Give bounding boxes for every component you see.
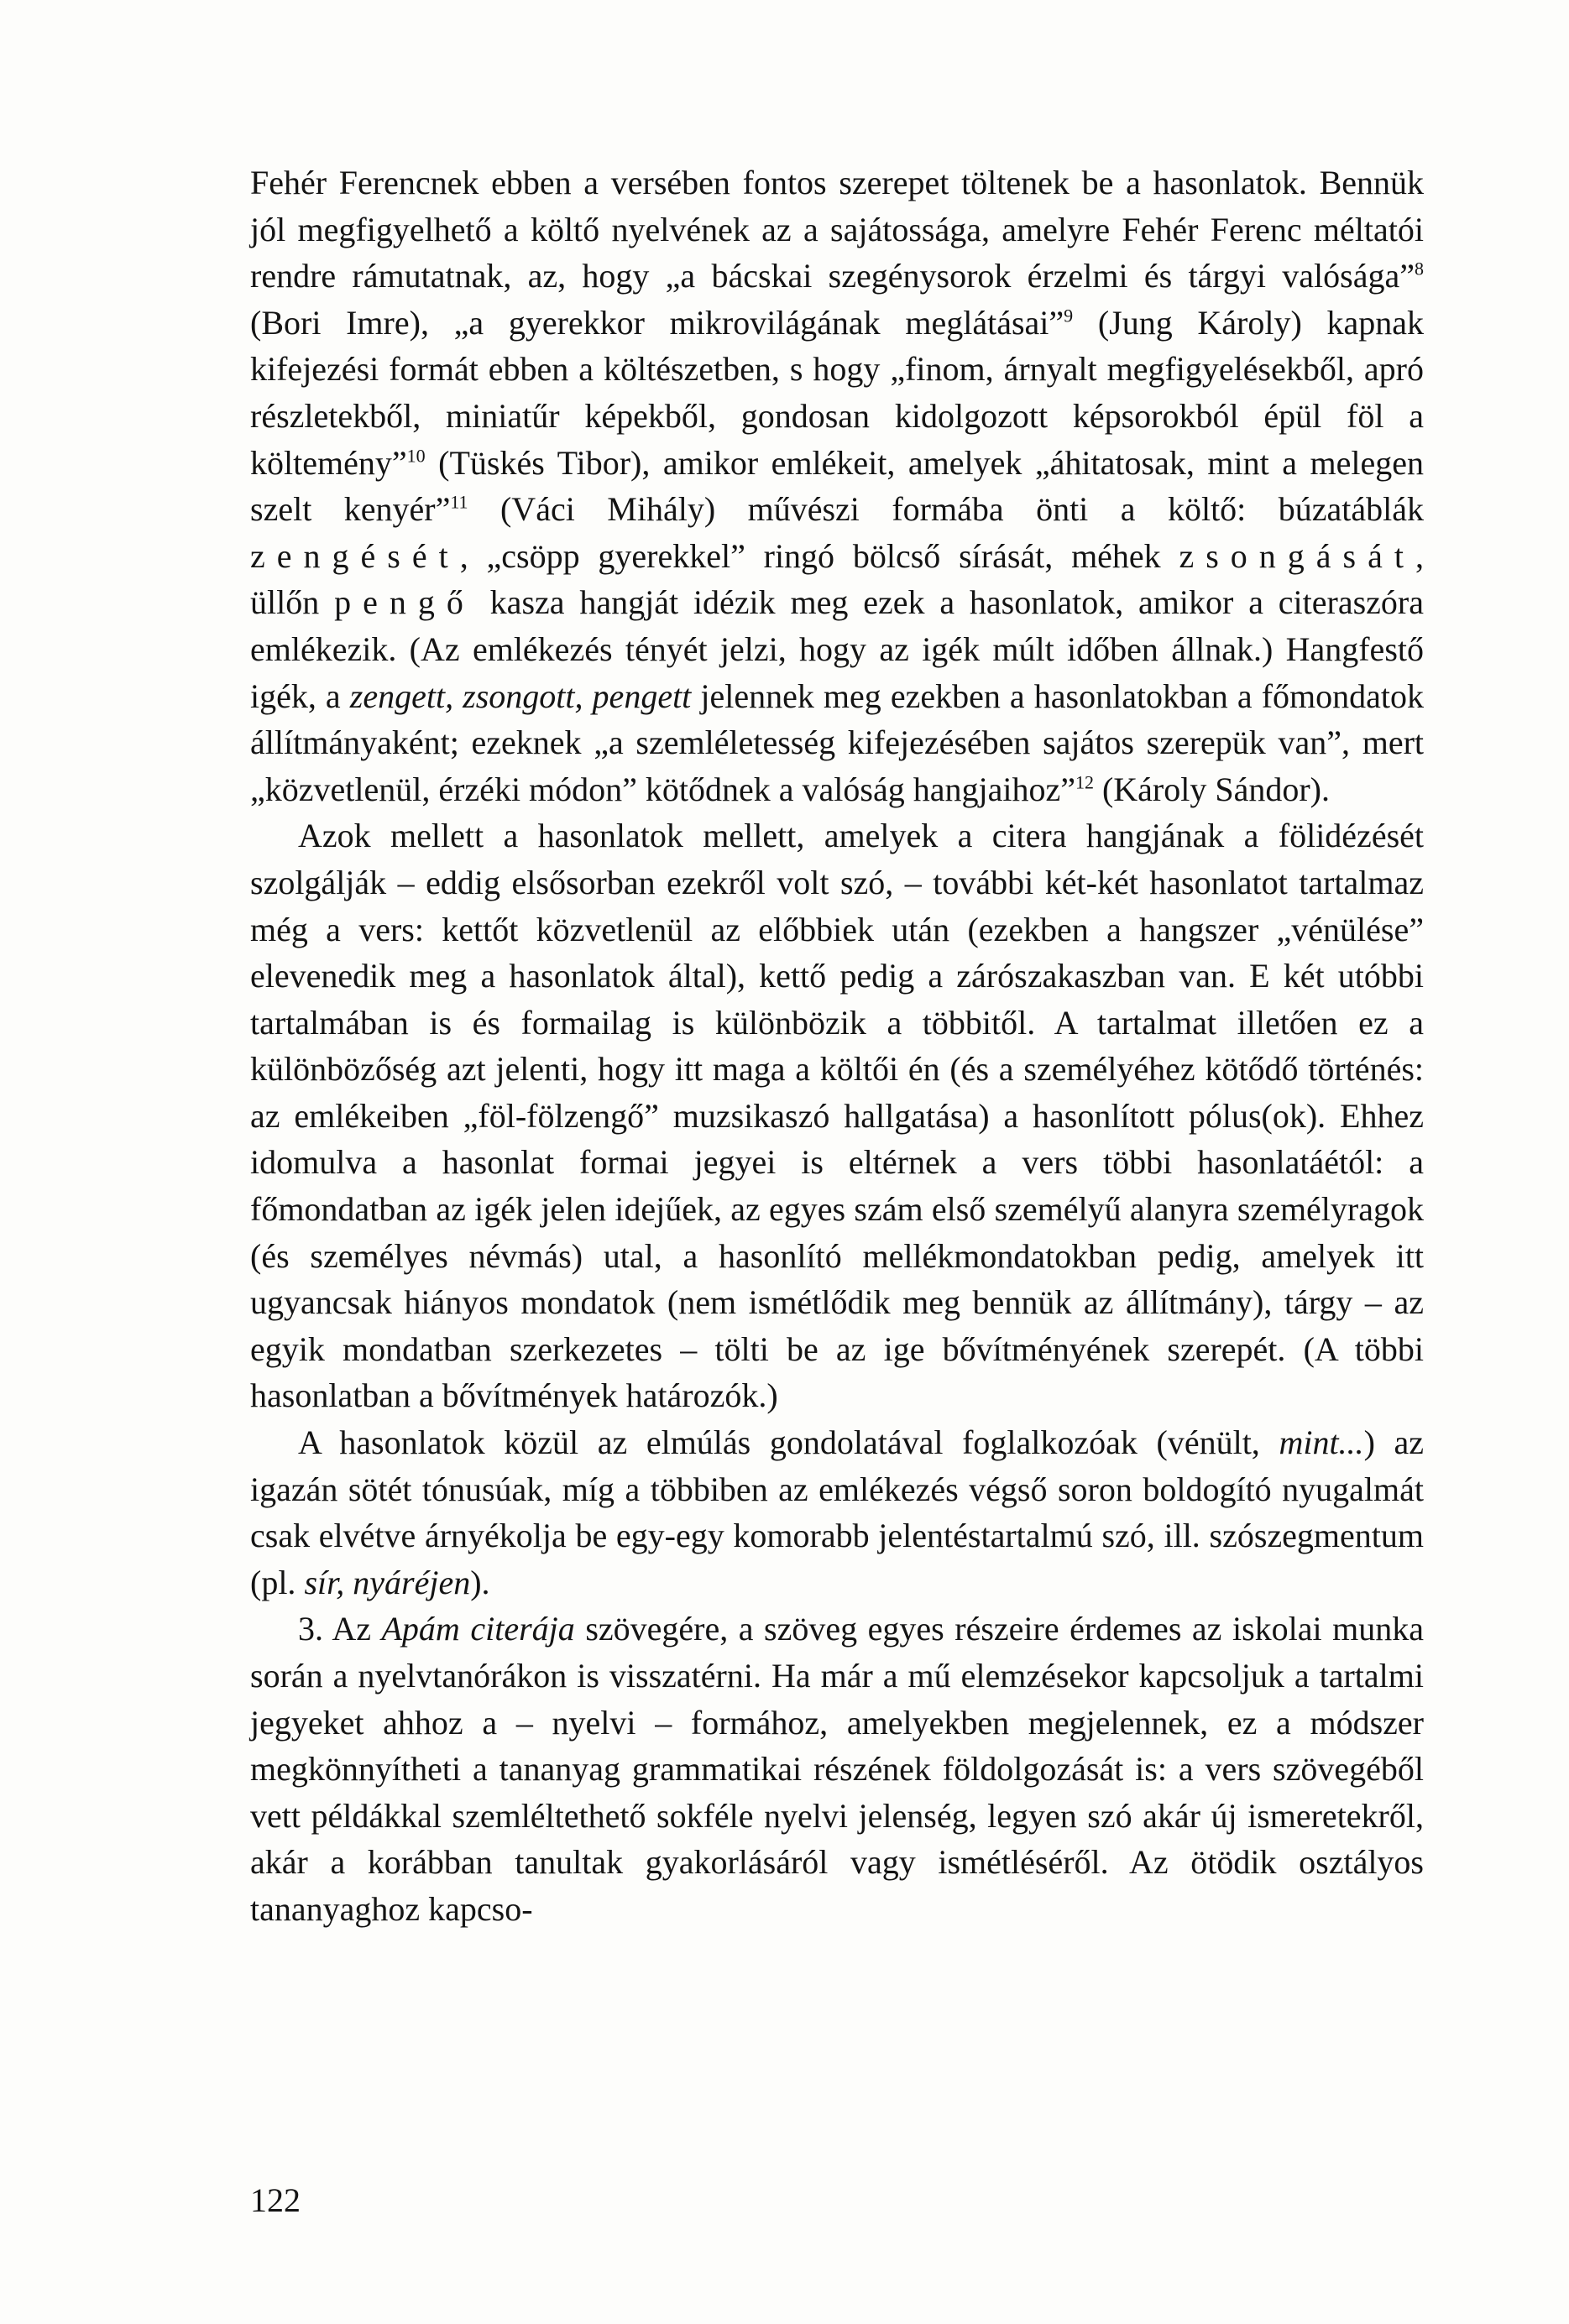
paragraph-4 (250, 1606, 1424, 1932)
footnote-ref: 10 (406, 445, 426, 467)
text-run: szövegére, a szöveg egyes részeire érdemes az iskolai munka során a nyelvtanórákon is visszatérni. Ha már a mű elemzésekor kapcsoljuk a tartalmi jegyeket ahhoz a – nyelvi – formához, amelyekben megjelennek, ez a módszer megkönnyítheti a tananyag grammatikai részének földolgozását is: a vers szövegéből vett példákkal szemléltethető sokféle nyelvi jelenség, legyen szó akár új ismeretekről, akár a korábban tanultak gyakorlásáról vagy ismétléséről. Az ötödik osztályos tananyaghoz kapcso- (250, 1610, 1425, 1928)
text-run: (Bori Imre), „a gyerekkor mikrovilágának meglátásai” (250, 303, 1064, 342)
spaced-text: pengő (334, 583, 475, 622)
text-run: ). (470, 1563, 490, 1601)
text-run: jelennek meg ezekben a hasonlatokban a főmondatok állítmányaként; ezeknek „a szemléletesség kifejezésében sajátos szerepük van”, mert „közvetlenül, érzéki módon” kötődnek a valóság hangjaihoz” (250, 676, 1424, 808)
footnote-ref: 11 (450, 491, 468, 513)
text-run: (Tüskés Tibor), amikor emlékeit, amelyek „áhitatosak, mint a melegen szelt kenyér” (250, 443, 1424, 529)
italic-text: Apám citerája (381, 1610, 575, 1648)
text-run: (Váci Mihály) művészi formába önti a költő: búzatáblák (468, 490, 1424, 529)
italic-text: zengett, zsongott, pengett (349, 676, 692, 715)
italic-text: mint... (1279, 1423, 1364, 1462)
text-run: A hasonlatok közül az elmúlás gondolatával foglalkozóak (vénült, (298, 1423, 1279, 1462)
text-run: (Károly Sándor). (1093, 770, 1331, 808)
footnote-ref: 12 (1075, 771, 1094, 793)
spaced-text: zsongását (1179, 536, 1415, 575)
text-run: (Jung Károly) kapnak kifejezési formát ebben a költészetben, s hogy „finom, árnyalt megfigyelésekből, apró részletekből, miniatűr képekből, gondosan kidolgozott képsorokból épül föl a költemény” (250, 303, 1424, 482)
text-run: , „csöpp gyerekkel” ringó bölcső sírását, méhek (459, 536, 1179, 575)
text-run: Fehér Ferencnek ebben a versében fontos szerepet töltenek be a hasonlatok. Bennük jól megfigyelhető a költő nyelvének az a sajátossága, amelyre Fehér Ferenc méltatói rendre rámutatnak, az, hogy „a bácskai szegénysorok érzelmi és tárgyi valósága” (250, 164, 1424, 295)
italic-text: sír, nyáréjen (304, 1563, 471, 1601)
page-number: 122 (250, 2181, 301, 2219)
paragraph-2 (250, 812, 1424, 1419)
paragraph-1 (250, 159, 1424, 812)
text-run: kasza hangját idézik meg ezek a hasonlatok, amikor a citeraszóra emlékezik. (Az emlékezés tényét jelzi, hogy az igék múlt időben állnak.) Hangfestő igék, a (250, 583, 1424, 715)
text-run: , üllőn (250, 536, 1424, 622)
footnote-ref: 9 (1064, 305, 1074, 326)
paragraph-3 (250, 1419, 1424, 1606)
body-text (250, 159, 1424, 1933)
text-run: Azok mellett a hasonlatok mellett, amelyek a citera hangjának a fölidézését szolgálják – eddig elsősorban ezekről volt szó, – további két-két hasonlatot tartalmaz még a vers: kettőt közvetlenül az előbbiek után (ezekben a hangszer „vénülése” elevenedik meg a hasonlatok által), kettő pedig a zárószakaszban van. E két utóbbi tartalmában is és formailag is különbözik a többitől. A tartalmat illetően ez a különbözőség azt jelenti, hogy itt maga a költői én (és a személyéhez kötődő történés: az emlékeiben „föl-fölzengő” muzsikaszó hallgatása) a hasonlított pólus(ok). Ehhez idomulva a hasonlat formai jegyei is eltérnek a vers többi hasonlatáétól: a főmondatban az igék jelen idejűek, az egyes szám első személyű alanyra személyragok (és személyes névmás) utal, a hasonlító mellékmondatokban pedig, amelyek itt ugyancsak hiányos mondatok (nem ismétlődik meg bennük az állítmány), tárgy – az egyik mondatban szerkezetes – tölti be az ige bővítményének szerepét. (A többi hasonlatban a bővítmények határozók.) (250, 817, 1424, 1415)
text-run: 3. Az (298, 1610, 382, 1648)
footnote-ref: 8 (1415, 258, 1424, 279)
text-run: ) az igazán sötét tónusúak, míg a többiben az emlékezés végső soron boldogító nyugalmát csak elvétve árnyékolja be egy-egy komorabb jelentéstartalmú szó, ill. szószegmentum (pl. (250, 1423, 1425, 1601)
spaced-text: zengését (250, 536, 460, 575)
